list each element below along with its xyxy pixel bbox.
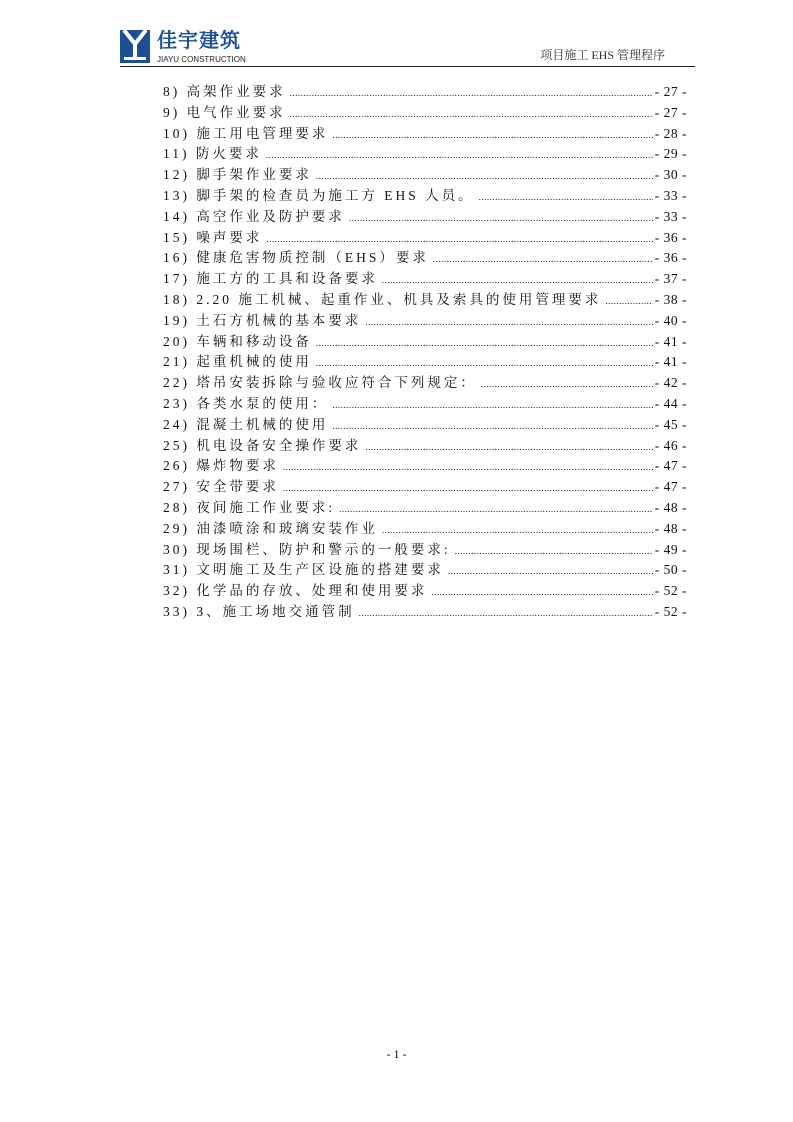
toc-leader-dots <box>448 561 653 581</box>
toc-entry-page: - 33 - <box>654 187 687 203</box>
toc-leader-dots <box>266 229 652 249</box>
toc-entry-label: 28) 夜间施工作业要求: <box>163 499 336 515</box>
toc-entry-page: - 27 - <box>654 104 687 120</box>
toc-entry-page: - 52 - <box>654 603 687 619</box>
toc-leader-dots <box>365 437 652 457</box>
toc-entry-page: - 49 - <box>654 541 687 557</box>
toc-entry-label: 18) 2.20 施工机械、起重作业、机具及索具的使用管理要求 <box>163 291 602 307</box>
company-logo-icon <box>120 30 150 63</box>
toc-leader-dots <box>283 478 653 498</box>
toc-entry[interactable] <box>163 373 687 394</box>
toc-entry[interactable] <box>163 540 687 561</box>
toc-leader-dots <box>332 395 652 415</box>
toc-leader-dots <box>455 541 653 561</box>
toc-entry[interactable] <box>163 602 687 623</box>
toc-leader-dots <box>382 520 653 540</box>
toc-leader-dots <box>332 416 652 436</box>
toc-entry[interactable] <box>163 560 687 581</box>
toc-entry-label: 21) 起重机械的使用 <box>163 354 312 370</box>
toc-leader-dots <box>290 83 653 103</box>
toc-entry-label: 32) 化学品的存放、处理和使用要求 <box>163 583 428 599</box>
toc-entry-page: - 48 - <box>654 520 687 536</box>
toc-leader-dots <box>431 582 652 602</box>
toc-entry[interactable] <box>163 352 687 373</box>
toc-leader-dots <box>365 312 652 332</box>
document-title: 项目施工 EHS 管理程序 <box>540 48 665 62</box>
toc-entry[interactable] <box>163 394 687 415</box>
toc-entry-page: - 50 - <box>654 562 687 578</box>
toc-entry-page: - 33 - <box>654 208 687 224</box>
toc-entry-label: 26) 爆炸物要求 <box>163 458 279 474</box>
toc-leader-dots <box>316 353 653 373</box>
toc-entry-label: 33) 3、施工场地交通管制 <box>163 603 355 619</box>
toc-entry-label: 22) 塔吊安装拆除与验收应符合下列规定： <box>163 375 477 391</box>
toc-entry-label: 29) 油漆喷涂和玻璃安装作业 <box>163 520 378 536</box>
toc-entry-page: - 47 - <box>654 479 687 495</box>
toc-entry[interactable] <box>163 165 687 186</box>
toc-entry-page: - 52 - <box>654 583 687 599</box>
toc-leader-dots <box>290 104 653 124</box>
toc-entry-page: - 41 - <box>654 354 687 370</box>
toc-entry-page: - 38 - <box>654 291 687 307</box>
toc-entry-page: - 45 - <box>654 416 687 432</box>
toc-leader-dots <box>605 291 652 311</box>
toc-entry[interactable] <box>163 519 687 540</box>
toc-entry[interactable] <box>163 456 687 477</box>
logo-chinese-name: 佳宇建筑 <box>157 28 241 52</box>
toc-entry-page: - 36 - <box>654 229 687 245</box>
toc-entry-label: 11) 防火要求 <box>163 146 262 162</box>
toc-entry-label: 8) 高架作业要求 <box>163 84 286 99</box>
toc-entry[interactable] <box>163 103 687 124</box>
toc-entry[interactable] <box>163 186 687 207</box>
toc-entry-label: 17) 施工方的工具和设备要求 <box>163 271 378 287</box>
toc-entry[interactable] <box>163 290 687 311</box>
toc-entry[interactable] <box>163 228 687 249</box>
toc-leader-dots <box>359 603 653 623</box>
toc-leader-dots <box>433 249 653 269</box>
toc-entry[interactable] <box>163 581 687 602</box>
toc-entry-label: 20) 车辆和移动设备 <box>163 333 312 349</box>
toc-leader-dots <box>283 457 653 477</box>
toc-entry-label: 10) 施工用电管理要求 <box>163 125 329 141</box>
toc-leader-dots <box>382 270 653 290</box>
toc-entry[interactable] <box>163 144 687 165</box>
toc-entry-page: - 30 - <box>654 167 687 183</box>
toc-leader-dots <box>316 333 653 353</box>
toc-entry[interactable] <box>163 332 687 353</box>
toc-leader-dots <box>349 208 653 228</box>
toc-entry[interactable] <box>163 124 687 145</box>
toc-entry-label: 30) 现场围栏、防护和警示的一般要求: <box>163 541 451 557</box>
toc-entry[interactable] <box>163 248 687 269</box>
toc-entry-page: - 37 - <box>654 271 687 287</box>
toc-entry-label: 25) 机电设备安全操作要求 <box>163 437 362 453</box>
toc-entry-label: 15) 噪声要求 <box>163 229 263 245</box>
toc-entry[interactable] <box>163 311 687 332</box>
toc-entry-page: - 36 - <box>654 250 687 266</box>
toc-entry[interactable] <box>163 82 687 103</box>
toc-entry-label: 23) 各类水泵的使用： <box>163 395 329 411</box>
toc-entry-label: 12) 脚手架作业要求 <box>163 167 312 183</box>
toc-leader-dots <box>481 374 653 394</box>
toc-entry-page: - 27 - <box>654 84 687 99</box>
toc-leader-dots <box>266 145 653 165</box>
toc-entry-label: 9) 电气作业要求 <box>163 104 286 120</box>
toc-entry-page: - 48 - <box>654 499 687 515</box>
toc-entry-page: - 46 - <box>654 437 687 453</box>
page-number: - 1 - <box>386 1047 407 1061</box>
toc-leader-dots <box>332 125 652 145</box>
table-of-contents <box>163 82 687 623</box>
toc-entry[interactable] <box>163 498 687 519</box>
toc-leader-dots <box>316 166 653 186</box>
toc-entry-page: - 42 - <box>654 375 687 391</box>
toc-entry-page: - 40 - <box>654 312 687 328</box>
toc-entry-label: 14) 高空作业及防护要求 <box>163 208 345 224</box>
toc-entry-label: 13) 脚手架的检查员为施工方 EHS 人员。 <box>163 187 475 203</box>
toc-entry[interactable] <box>163 415 687 436</box>
toc-entry-label: 24) 混凝土机械的使用 <box>163 416 329 432</box>
toc-entry[interactable] <box>163 477 687 498</box>
toc-entry[interactable] <box>163 269 687 290</box>
toc-leader-dots <box>339 499 653 519</box>
toc-entry-label: 27) 安全带要求 <box>163 479 279 495</box>
toc-entry-page: - 47 - <box>654 458 687 474</box>
toc-entry-label: 16) 健康危害物质控制（EHS）要求 <box>163 250 429 266</box>
page-header <box>120 28 695 67</box>
logo-english-name: JIAYU CONSTRUCTION <box>157 55 246 64</box>
toc-entry[interactable] <box>163 436 687 457</box>
toc-entry-page: - 44 - <box>654 395 687 411</box>
toc-entry-page: - 28 - <box>654 125 687 141</box>
toc-entry-page: - 29 - <box>654 146 687 162</box>
toc-entry-page: - 41 - <box>654 333 687 349</box>
toc-leader-dots <box>479 187 653 207</box>
toc-entry[interactable] <box>163 207 687 228</box>
toc-entry-label: 31) 文明施工及生产区设施的搭建要求 <box>163 562 444 578</box>
toc-entry-label: 19) 土石方机械的基本要求 <box>163 312 362 328</box>
